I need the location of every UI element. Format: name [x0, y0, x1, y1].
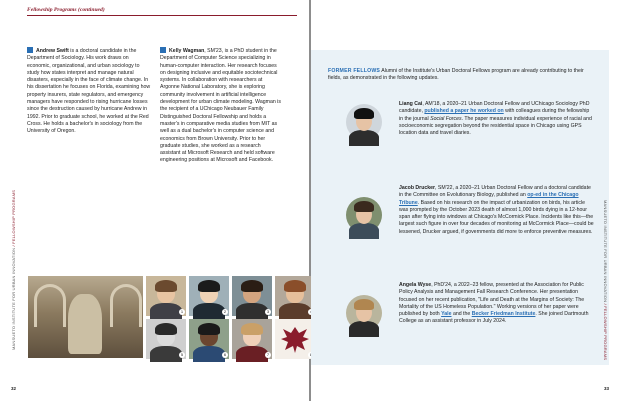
side-label-institution: MANSUETO INSTITUTE FOR URBAN INNOVATION	[11, 247, 16, 350]
bio-marker-icon	[27, 47, 33, 53]
side-label-institution: MANSUETO INSTITUTE FOR URBAN INNOVATION	[603, 200, 608, 303]
intro-text: Alumni of the Institute's Urban Doctoral Fellows program are already contributing to their fields, as demonstrated in the following updates.	[328, 68, 584, 82]
alumni-text: . The paper measures individual experience of racial and socioeconomic segregation beyond the residential space in Chicago using GPS location data and travel diaries.	[399, 115, 592, 137]
section-kicker: FORMER FELLOWS	[328, 68, 381, 74]
fellow-portrait	[275, 276, 315, 316]
becker-friedman-link[interactable]: Becker Friedman Institute	[471, 311, 536, 318]
fellow-portrait	[189, 319, 229, 359]
alumni-entry	[399, 185, 594, 236]
page-number: 33	[603, 386, 609, 391]
side-label-separator: /	[11, 245, 16, 247]
side-label-left	[11, 190, 16, 350]
side-label-right	[603, 200, 608, 360]
photo-number: 5	[180, 352, 184, 357]
page-number: 32	[11, 386, 17, 391]
bio-kelly-wagman	[160, 47, 282, 165]
bio-andrew-swift	[27, 47, 151, 136]
alumni-text: with colleagues during the fellowship in the journal	[399, 108, 590, 122]
side-label-separator: /	[603, 303, 608, 305]
alumni-name: Angela Wyse	[399, 282, 432, 288]
fellow-portrait	[232, 319, 272, 359]
left-page	[0, 0, 309, 401]
alumni-text: and the	[451, 311, 472, 318]
alumni-portrait-liang-cai	[346, 104, 382, 140]
fellow-portrait	[189, 276, 229, 316]
bio-marker-icon	[160, 47, 166, 53]
alumni-entry	[399, 282, 594, 326]
op-ed-link[interactable]: op-ed in the Chicago Tribune	[399, 192, 579, 206]
alumni-portrait-jacob-drucker	[346, 197, 382, 233]
bio-name: Kelly Wagman	[169, 48, 205, 54]
alumni-name: Liang Cai	[399, 101, 423, 107]
fellow-portrait	[232, 276, 272, 316]
photo-number: 6	[223, 352, 227, 357]
right-page	[311, 0, 620, 401]
photo-number: 3	[266, 309, 270, 314]
alumni-text: . She joined Dartmouth College as an assistant professor in July 2024.	[399, 311, 589, 325]
bio-name: Andrew Swift	[36, 48, 69, 54]
published-paper-link[interactable]: published a paper he worked on	[424, 108, 504, 115]
building-sculpture-photo	[28, 276, 143, 358]
former-fellows-intro	[328, 68, 590, 83]
alumni-entry	[399, 101, 594, 137]
alumni-text: , AM'18, a 2020–21 Urban Doctoral Fellow and UChicago Sociology PhD candidate,	[399, 101, 590, 115]
uchicago-phoenix-logo	[275, 319, 315, 359]
fellow-portrait	[146, 319, 186, 359]
photo-number: 2	[223, 309, 227, 314]
running-head: Fellowship Programs (continued)	[27, 7, 297, 16]
bio-text: , SM'23, is a PhD student in the Department of Computer Science specializing in human-computer interaction. Her research focuses on designing inclusive and equitable sociotechnical systems. In collaboration with researchers at Argonne National Laboratory, she is exploring community involvement in artificial intelligence development for urban climate modeling. Wagman is the recipient of a UChicago Neubauer Family Distinguished Doctoral Fellowship and holds a master's in comparative media studies from MIT as well as a dual bachelor's in computer science and economics from Brown University. Prior to her graduate studies, she worked as a research assistant at Microsoft Research and held software engineering positions at Microsoft and Facebook.	[160, 48, 281, 164]
yale-link[interactable]: Yale	[441, 311, 452, 318]
side-label-section: FELLOWSHIP PROGRAMS	[11, 189, 16, 244]
alumni-text: , SM'22, a 2020–21 Urban Doctoral Fellow and a doctoral candidate in the Committee on Evolutionary Biology, published an	[399, 185, 591, 199]
photo-number: 7	[266, 352, 270, 357]
journal-title: Social Forces	[430, 115, 462, 122]
bio-text: is a doctoral candidate in the Department of Sociology. His work draws on economic, organizational, and urban sociology to study how states interpret and manage natural disasters, especially in the face of climate change. In his dissertation he focuses on Florida, examining how property insurers, state regulators, and emergency managers have responded to rising hurricane losses since the destruction caused by hurricane Andrew in 1992. Prior to graduate school, he worked at the Red Cross. He holds a bachelor's in sociology from the University of Oregon.	[27, 48, 151, 135]
fellow-portrait	[146, 276, 186, 316]
photo-number: 1	[180, 309, 184, 314]
side-label-section: FELLOWSHIP PROGRAMS	[603, 306, 608, 361]
alumni-text: . Based on his research on the impact of urbanization on birds, his article was prompted by the October 2023 death of almost 1,000 birds dying in a 12-hour span after flying into windows at Chicago's McCormick Place. Incidents like this—the largest such figure in over four decades of monitoring at McCormick Place—could be lessened, Drucker argued, if governments did more to enforce preventive measures.	[399, 199, 594, 235]
alumni-name: Jacob Drucker	[399, 185, 436, 191]
alumni-text: , PhD'24, a 2022–23 fellow, presented at the Association for Public Policy Analysis and Management Fall Research Conference. Her presentation focused on her recent publication, "Life and Death at the Margins of Society: The Mortality of the US Homeless Population." Working versions of her paper were published by both	[399, 282, 585, 318]
alumni-portrait-angela-wyse	[346, 295, 382, 331]
